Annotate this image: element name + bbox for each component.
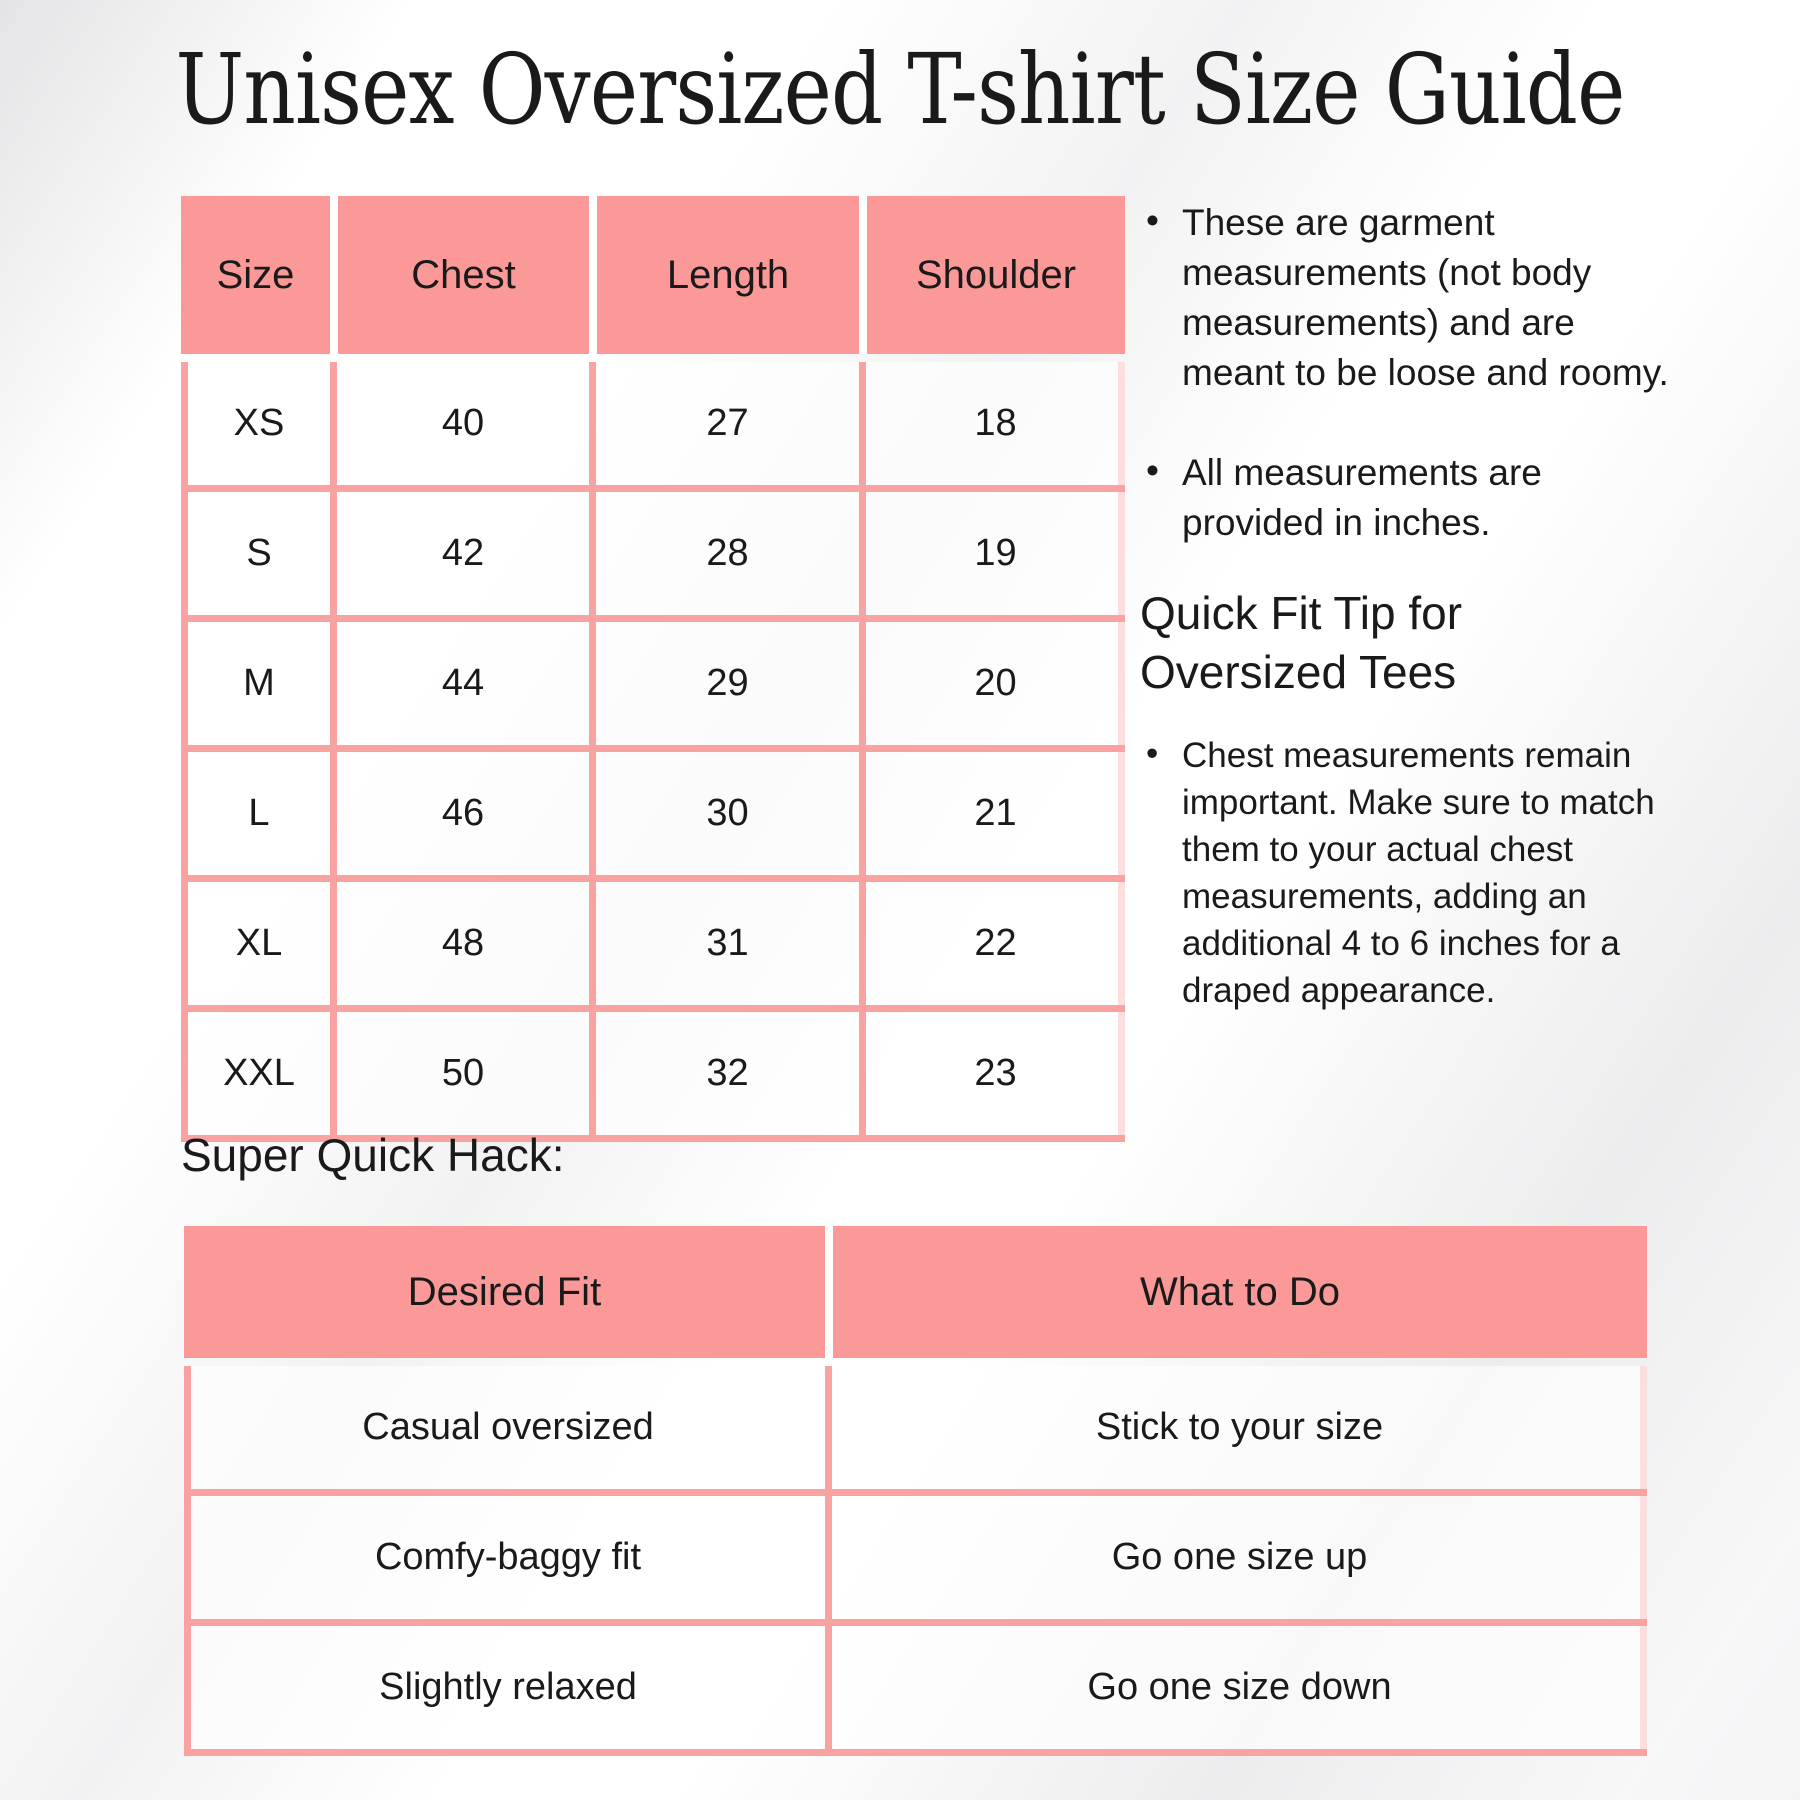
hack-cell: Go one size down: [825, 1619, 1647, 1749]
size-cell: 48: [330, 875, 589, 1005]
size-cell: 30: [589, 745, 859, 875]
size-cell: 50: [330, 1005, 589, 1135]
size-cell: 22: [859, 875, 1125, 1005]
size-table-body: [181, 362, 1125, 1142]
size-cell: S: [188, 485, 330, 615]
hack-table-header-what-to-do: What to Do: [825, 1226, 1647, 1358]
size-cell: 40: [330, 362, 589, 485]
size-cell: 21: [859, 745, 1125, 875]
size-cell: L: [188, 745, 330, 875]
size-table-header-row: [181, 196, 1125, 354]
hack-cell: Stick to your size: [825, 1366, 1647, 1489]
size-cell: 42: [330, 485, 589, 615]
bullet-item: • All measurements are provided in inches.: [1140, 448, 1680, 548]
page-title: Unisex Oversized T-shirt Size Guide: [175, 33, 1625, 146]
size-cell: XL: [188, 875, 330, 1005]
hack-table-body: [184, 1366, 1647, 1756]
size-table-header-length: Length: [589, 196, 859, 354]
hack-table: [184, 1226, 1647, 1756]
notes-panel: [1140, 198, 1680, 1014]
size-cell: XS: [188, 362, 330, 485]
bullet-item: • Chest measurements remain important. Make sure to match them to your actual chest measurements, adding an additional 4 to 6 inches for a draped appearance.: [1140, 732, 1680, 1014]
size-cell: 20: [859, 615, 1125, 745]
hack-cell: Go one size up: [825, 1489, 1647, 1619]
size-cell: 31: [589, 875, 859, 1005]
hack-table-header-row: [184, 1226, 1647, 1358]
size-cell: 28: [589, 485, 859, 615]
hack-cell: Casual oversized: [191, 1366, 825, 1489]
super-quick-hack-heading: Super Quick Hack:: [181, 1129, 565, 1181]
hack-table-header-desired-fit: Desired Fit: [184, 1226, 825, 1358]
size-cell: M: [188, 615, 330, 745]
size-cell: 27: [589, 362, 859, 485]
size-cell: 18: [859, 362, 1125, 485]
hack-cell: Comfy-baggy fit: [191, 1489, 825, 1619]
size-cell: 32: [589, 1005, 859, 1135]
quick-fit-tip-list: [1140, 732, 1680, 1014]
size-table-header-chest: Chest: [330, 196, 589, 354]
size-cell: XXL: [188, 1005, 330, 1135]
measurement-notes-list: [1140, 198, 1680, 548]
bullet-item: • These are garment measurements (not body measurements) and are meant to be loose and roomy.: [1140, 198, 1680, 398]
size-table-header-size: Size: [181, 196, 330, 354]
quick-fit-tip-heading: Quick Fit Tip for Oversized Tees: [1140, 587, 1463, 698]
hack-cell: Slightly relaxed: [191, 1619, 825, 1749]
size-cell: 46: [330, 745, 589, 875]
size-table-header-shoulder: Shoulder: [859, 196, 1125, 354]
size-cell: 29: [589, 615, 859, 745]
size-cell: 44: [330, 615, 589, 745]
size-table: [181, 196, 1125, 1142]
size-cell: 19: [859, 485, 1125, 615]
size-cell: 23: [859, 1005, 1125, 1135]
